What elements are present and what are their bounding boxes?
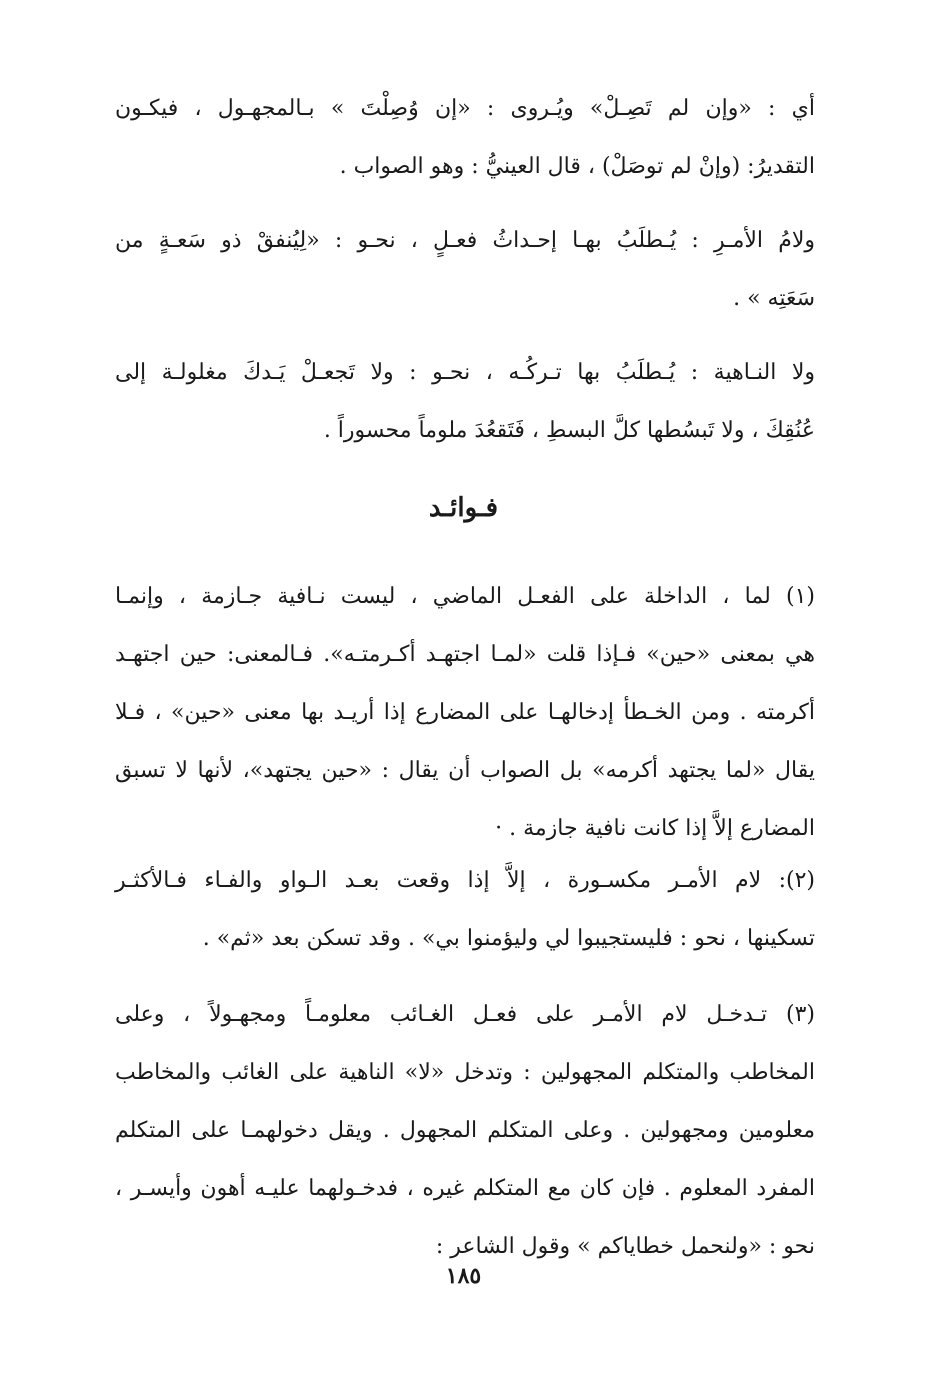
- note-2: [115, 852, 815, 968]
- text-line: ولا النـاهية : يُـطلَبُ بها تـركُـه ، نحـو : ولا تَجعـلْ يَـدكَ مغلولـة إلى: [115, 360, 815, 385]
- text-line: عُنُقِكَ ، ولا تَبسُطها كلَّ البسطِ ، فَتَقعُدَ ملوماً محسوراً .: [323, 418, 815, 443]
- page-number: ١٨٥: [445, 1263, 482, 1289]
- text-line: سَعَتِه » .: [733, 286, 815, 311]
- text-line: نحو : «ولنحمل خطاياكم » وقول الشاعر :: [435, 1234, 815, 1259]
- text-line: ولامُ الأمـرِ : يُـطلَبُ بهـا إحـداثُ فعـلٍ ، نحـو : «لِيُنفقْ ذو سَعـةٍ من: [115, 228, 815, 253]
- note-1: [115, 568, 815, 858]
- text-line: يقال «لما يجتهد أكرمه» بل الصواب أن يقال : «حين يجتهد»، لأنها لا تسبق: [115, 758, 815, 783]
- text-line: تسكينها ، نحو : فليستجيبوا لي وليؤمنوا بي» . وقد تسكن بعد «ثم» .: [202, 926, 815, 951]
- text-line: أي : «وإن لم تَصِـلْ» ويُـروى : «إن وُصِلْتَ » بـالمجهـول ، فيكـون: [115, 96, 815, 121]
- paragraph-1: [115, 80, 815, 196]
- paragraph-3: [115, 344, 815, 460]
- text-line: أكرمته . ومن الخـطأ إدخالهـا على المضارع إذا أريـد بها معنى «حين» ، فـلا: [115, 700, 815, 725]
- section-heading: فـوائـد: [428, 493, 499, 523]
- paragraph-2: [115, 212, 815, 328]
- text-line: معلومين ومجهولين . وعلى المتكلم المجهول . ويقل دخولهمـا على المتكلم: [115, 1118, 815, 1143]
- text-line: المفرد المعلوم . فإن كان مع المتكلم غيره ، فدخـولهما عليـه أهون وأيسـر ،: [115, 1176, 815, 1201]
- text-line: (٢): لام الأمـر مكسـورة ، إلاَّ إذا وقعت بعـد الـواو والفـاء فـالأكثـر: [115, 868, 815, 893]
- text-line: المضارع إلاَّ إذا كانت نافية جازمة . ·: [495, 816, 815, 841]
- text-line: المخاطب والمتكلم المجهولين : وتدخل «لا» الناهية على الغائب والمخاطب: [115, 1060, 815, 1085]
- text-line: هي بمعنى «حين» فـإذا قلت «لمـا اجتهـد أكـرمتـه». فـالمعنى: حين اجتهـد: [115, 642, 815, 667]
- note-3: [115, 986, 815, 1276]
- text-line: (١) لما ، الداخلة على الفعـل الماضي ، ليست نـافية جـازمة ، وإنمـا: [115, 584, 815, 609]
- text-line: التقديرُ: (وإنْ لم توصَلْ) ، قال العينيُّ : وهو الصواب .: [339, 154, 815, 179]
- text-line: (٣) تـدخـل لام الأمـر على فعـل الغـائب معلومـاً ومجهـولاً ، وعلى: [115, 1002, 815, 1027]
